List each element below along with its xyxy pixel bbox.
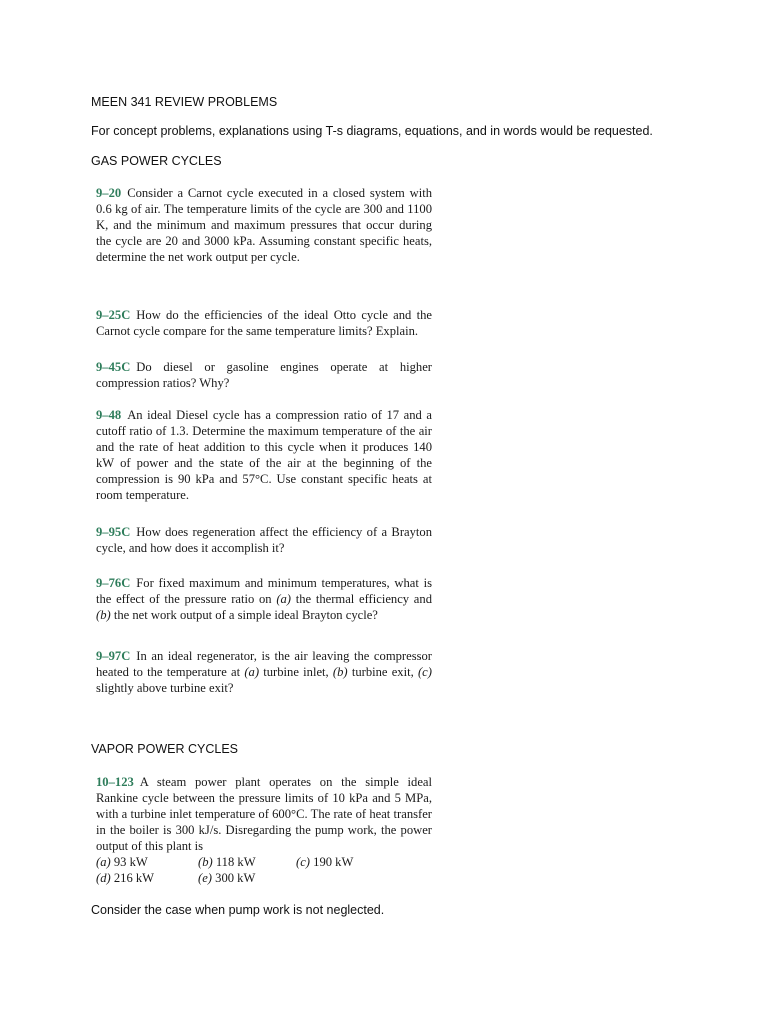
problem-number: 9–20 (96, 186, 122, 200)
part-label: (c) (417, 665, 432, 679)
document-title: MEEN 341 REVIEW PROBLEMS (91, 95, 278, 109)
problem-text: slightly above turbine exit? (96, 681, 234, 695)
problem-10-123 (96, 774, 432, 886)
part-label: (a) (244, 665, 260, 679)
choice-value: 118 kW (215, 855, 256, 869)
instruction-note: For concept problems, explanations using T-s diagrams, equations, and in words would be requested. (91, 124, 653, 138)
choice-label: (a) (96, 855, 111, 869)
choice-label: (b) (198, 855, 213, 869)
choice-e (198, 870, 255, 886)
problem-number: 9–45C (96, 360, 131, 374)
choice-label: (c) (296, 855, 310, 869)
problem-text: Do diesel or gasoline engines operate at higher compression ratios? Why? (96, 360, 432, 390)
choice-value: 216 kW (113, 871, 155, 885)
problem-number: 9–48 (96, 408, 122, 422)
problem-9-95c (96, 524, 432, 556)
problem-number: 9–25C (96, 308, 131, 322)
problem-number: 9–76C (96, 576, 131, 590)
problem-text: the thermal efficiency and (295, 592, 432, 606)
problem-text: How do the efficiencies of the ideal Otto cycle and the Carnot cycle compare for the same temperature limits? Explain. (96, 308, 432, 338)
problem-text: the net work output of a simple ideal Brayton cycle? (113, 608, 378, 622)
problem-9-48 (96, 407, 432, 503)
problem-text: turbine exit, (351, 665, 414, 679)
problem-9-97c (96, 648, 432, 696)
choice-a (96, 854, 198, 870)
problem-9-25c (96, 307, 432, 339)
problem-text: A steam power plant operates on the simple ideal Rankine cycle between the pressure limits of 10 kPa and 5 MPa, with a turbine inlet temperature of 600°C. The rate of heat transfer in the boiler is 300 kJ/s. Disregarding the pump work, the power output of this plant is (96, 775, 432, 853)
problem-text: turbine inlet, (263, 665, 329, 679)
choice-label: (d) (96, 871, 111, 885)
problem-text: For fixed maximum and minimum temperatures, what is the effect of the pressure ratio on (96, 576, 432, 606)
part-label: (b) (96, 608, 111, 622)
problem-number: 9–95C (96, 525, 131, 539)
problem-9-20 (96, 185, 432, 265)
problem-number: 10–123 (96, 775, 134, 789)
choice-c (296, 854, 353, 870)
section-heading-vapor: VAPOR POWER CYCLES (91, 742, 239, 756)
choice-value: 190 kW (313, 855, 354, 869)
choice-b (198, 854, 296, 870)
problem-number: 9–97C (96, 649, 131, 663)
problem-9-76c (96, 575, 432, 623)
answer-choices (96, 854, 432, 886)
part-label: (b) (332, 665, 348, 679)
section-heading-gas: GAS POWER CYCLES (91, 154, 222, 168)
choice-value: 300 kW (215, 871, 256, 885)
choice-label: (e) (198, 871, 212, 885)
part-label: (a) (276, 592, 291, 606)
problem-text: Consider a Carnot cycle executed in a closed system with 0.6 kg of air. The temperature limits of the cycle are 300 and 1100 K, and the minimum and maximum pressures that occur during the cycle are 20 and 3000 kPa. Assuming constant specific heats, determine the net work output per cycle. (96, 186, 432, 264)
problem-text: How does regeneration affect the efficiency of a Brayton cycle, and how does it accomplish it? (96, 525, 432, 555)
problem-text: In an ideal regenerator, is the air leaving the compressor heated to the temperature at (96, 649, 432, 679)
footer-note: Consider the case when pump work is not neglected. (91, 903, 385, 917)
choice-d (96, 870, 198, 886)
problem-9-45c (96, 359, 432, 391)
choice-value: 93 kW (113, 855, 148, 869)
problem-text: An ideal Diesel cycle has a compression ratio of 17 and a cutoff ratio of 1.3. Determine the maximum temperature of the air and the rate of heat addition to this cycle when it produces 140 kW of power and the state of the air at the beginning of the compression is 90 kPa and 57°C. Use constant specific heats at room temperature. (96, 408, 432, 502)
